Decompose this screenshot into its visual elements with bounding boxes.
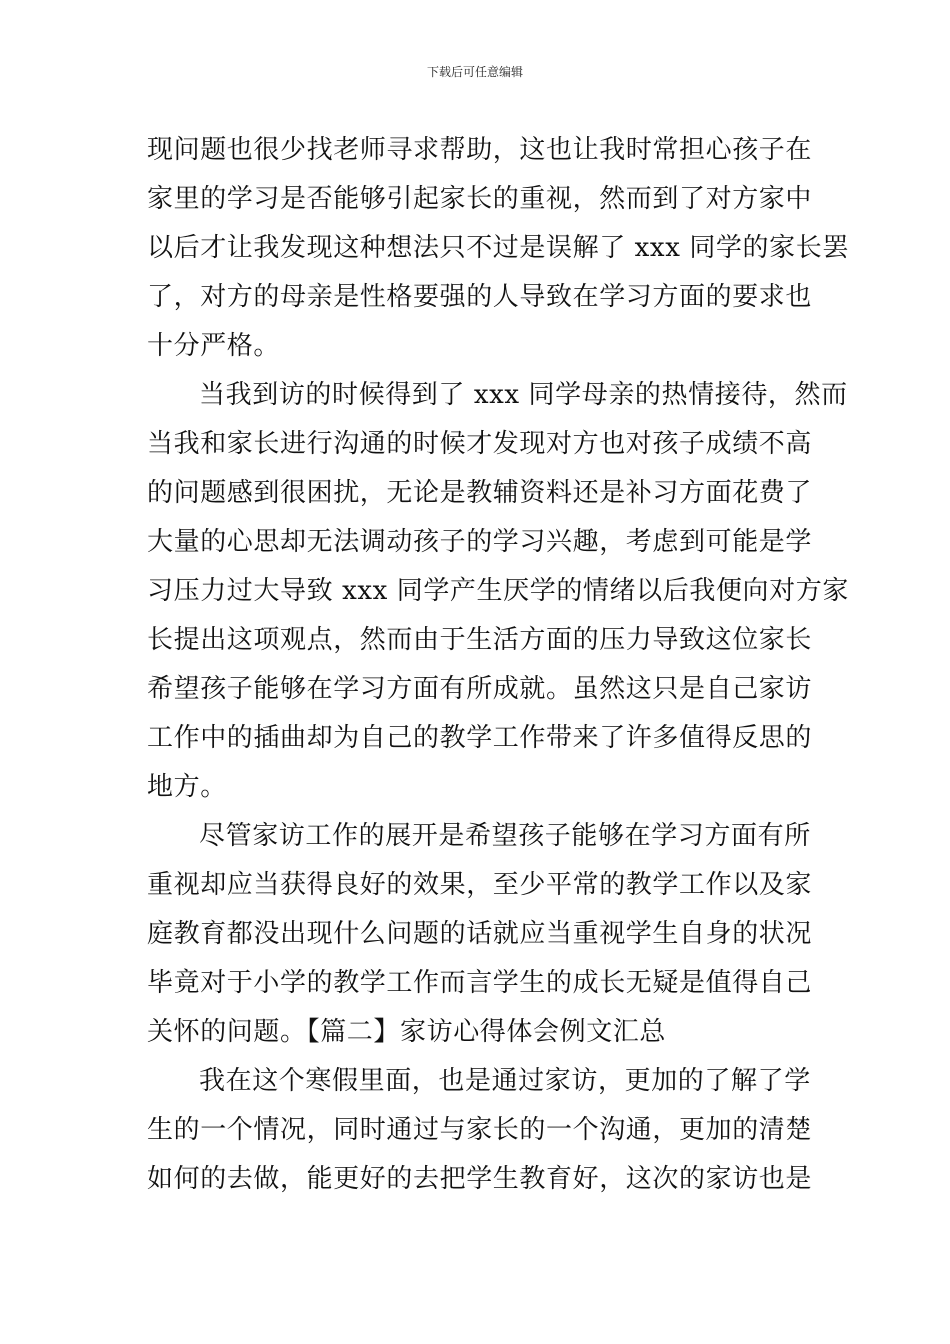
text-line: 的问题感到很困扰，无论是教辅资料还是补习方面花费了 <box>147 478 813 508</box>
text-line: 重视却应当获得良好的效果，至少平常的教学工作以及家 <box>147 870 813 900</box>
text-line: 家里的学习是否能够引起家长的重视，然而到了对方家中 <box>147 184 813 214</box>
text-line: 毕竟对于小学的教学工作而言学生的成长无疑是值得自己 <box>147 968 813 998</box>
page-header: 下载后可任意编辑 <box>426 65 523 79</box>
text-line: 生的一个情况，同时通过与家长的一个沟通，更加的清楚 <box>147 1115 813 1145</box>
text-line: 当我和家长进行沟通的时候才发现对方也对孩子成绩不高 <box>147 429 813 459</box>
text-line: 尽管家访工作的展开是希望孩子能够在学习方面有所 <box>199 821 811 851</box>
text-line: 地方。 <box>147 772 227 802</box>
text-line: 了，对方的母亲是性格要强的人导致在学习方面的要求也 <box>147 282 813 312</box>
text-line: 我在这个寒假里面，也是通过家访，更加的了解了学 <box>199 1066 811 1096</box>
text-line: 庭教育都没出现什么问题的话就应当重视学生自身的状况 <box>147 919 813 949</box>
paragraph <box>147 1057 813 1204</box>
text-line: 当我到访的时候得到了 xxx 同学母亲的热情接待，然而 <box>199 380 848 410</box>
text-line: 十分严格。 <box>147 331 281 361</box>
paragraph <box>147 812 813 1057</box>
text-line: 现问题也很少找老师寻求帮助，这也让我时常担心孩子在 <box>147 135 813 165</box>
paragraph <box>147 126 849 371</box>
text-line: 关怀的问题。【篇二】家访心得体会例文汇总 <box>147 1017 667 1047</box>
text-line: 希望孩子能够在学习方面有所成就。虽然这只是自己家访 <box>147 674 813 704</box>
text-line: 长提出这项观点，然而由于生活方面的压力导致这位家长 <box>147 625 813 655</box>
paragraph <box>147 371 849 812</box>
text-line: 以后才让我发现这种想法只不过是误解了 xxx 同学的家长罢 <box>147 233 849 263</box>
text-line: 如何的去做，能更好的去把学生教育好，这次的家访也是 <box>147 1164 813 1194</box>
document-body <box>147 126 849 1204</box>
text-line: 工作中的插曲却为自己的教学工作带来了许多值得反思的 <box>147 723 813 753</box>
text-line: 习压力过大导致 xxx 同学产生厌学的情绪以后我便向对方家 <box>147 576 849 606</box>
text-line: 大量的心思却无法调动孩子的学习兴趣，考虑到可能是学 <box>147 527 813 557</box>
